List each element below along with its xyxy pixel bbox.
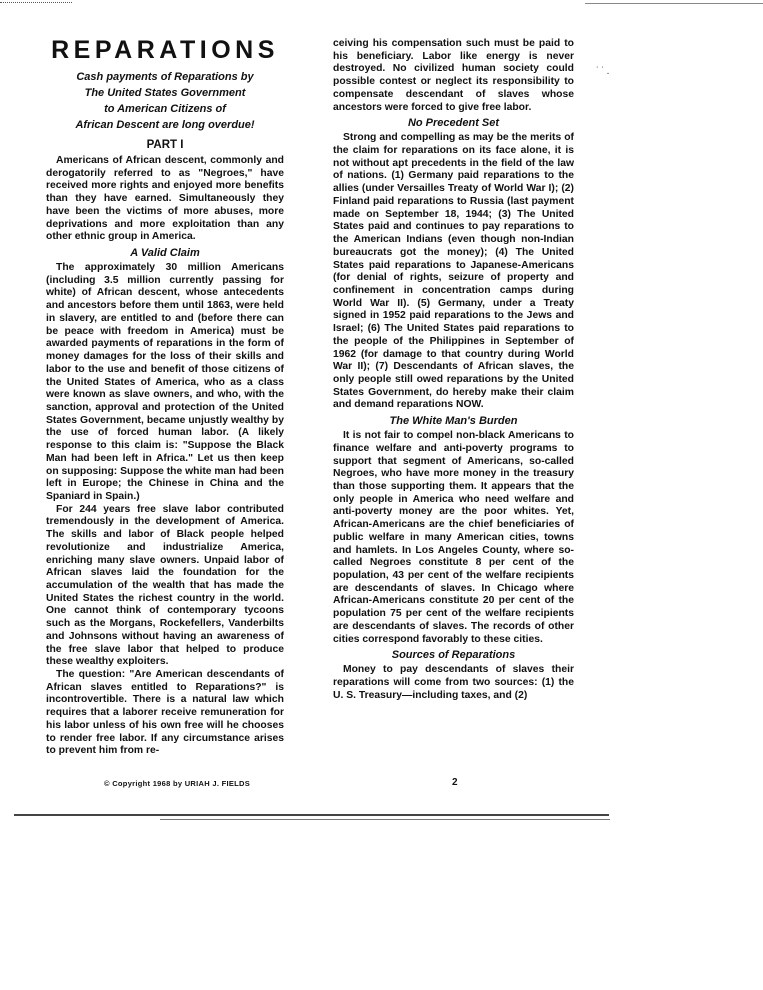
bottom-rule-secondary	[160, 819, 610, 820]
white-mans-burden-paragraph: It is not fair to compel non-black Americans to finance welfare and anti-poverty programs to support that segment of Americans, so-called Negroes, who have more money in the treasury than those supporting them. It appears that the only people in America who need welfare and anti-poverty money are the poor whites. Yet, African-Americans are the chief beneficiaries of public welfare in many American cities, towns and hamlets. In Los Angeles County, where so-called Negroes constitute 8 per cent of the population, 43 per cent of the welfare recipients are descendants of slaves. In Chicago where African-Americans constitute 20 per cent of the population 75 per cent of the welfare recipients are descendants of slaves. The records of other cities correspond favorably to these cities.	[333, 430, 574, 645]
copyright-notice: © Copyright 1968 by URIAH J. FIELDS	[104, 779, 251, 788]
subtitle-line-1: Cash payments of Reparations by	[76, 71, 254, 83]
part-heading: PART I	[146, 139, 184, 151]
margin-mark: ˙˙.	[596, 66, 612, 77]
top-left-rule	[0, 2, 72, 3]
sources-paragraph: Money to pay descendants of slaves their reparations will come from two sources: (1) the U. S. Treasury—including taxes, and (2)	[333, 664, 574, 701]
bottom-rule	[14, 814, 609, 816]
page-number: 2	[452, 777, 458, 788]
sources-heading: Sources of Reparations	[391, 649, 516, 662]
subtitle-line-2: The United States Government	[84, 87, 246, 99]
valid-claim-heading: A Valid Claim	[130, 247, 200, 260]
intro-paragraph: Americans of African descent, commonly and derogatorily referred to as "Negroes," have received more rights and enjoyed more benefits than they have earned. Simultaneously they have been the victims of more abuses, more deprivations and more exploitation than any other ethnic group in America.	[46, 155, 284, 243]
no-precedent-heading: No Precedent Set	[407, 117, 500, 130]
subtitle-line-4: African Descent are long overdue!	[75, 119, 255, 131]
no-precedent-paragraph: Strong and compelling as may be the merits of the claim for reparations on its face alone, it is not without apt precedents in the field of the law of nations. (1) Germany paid reparations to the allies (under Versailles Treaty of World War I); (2) Finland paid reparations to Russia (last payment made on September 18, 1944; (3) The United States paid and continues to pay reparations to the American Indians (even though non-Indian bureaucrats got the money); (4) The United States paid reparations to Japanese-Americans (for denial of rights, seizure of property and confinement in concentration camps during World War II). (5) Germany, under a Treaty signed in 1952 paid reparations to the Jews and Israel; (6) The United States paid reparations to the people of the Philippines in September of 1962 (for damage to that country during World War II); (7) Descendants of African slaves, the only people still owed reparations by the United States Government, do hereby make their claim and demand reparations NOW.	[333, 132, 574, 411]
valid-claim-paragraph-2: For 244 years free slave labor contributed tremendously in the development of America. The skills and labor of Black people helped revolutionize and industrialize America, enriching many slave owners. Unpaid labor of African slaves laid the foundation for the accumulation of the wealth that has made the United States the richest country in the world. One cannot think of contemporary tycoons such as the Morgans, Rockefellers, Vanderbilts and Johnsons without having an awareness of the free slave labor that helped to produce these wealthy exploiters.	[46, 503, 284, 668]
left-column	[46, 34, 284, 758]
document-title: REPARATIONS	[51, 36, 279, 64]
valid-claim-continuation: ceiving his compensation such must be paid to his beneficiary. Labor like energy is never destroyed. No civilized human society could possible contest or neglect its responsibility to compensate descendant of slaves whose ancestors were forced to give free labor.	[333, 38, 574, 113]
valid-claim-paragraph-1: The approximately 30 million Americans (including 3.5 million currently passing for white) of African descent, whose antecedents and ancestors before them until 1863, were held in slavery, are entitled to and (before there can be peace with freedom in America) must be awarded payments of reparations in the form of money damages for the loss of their skills and labor to the use and benefit of those citizens of the United States of America, who as a class were known as slave owners, and who, with the sanction, approval and protection of the United States Government, became unjustly wealthy by the use of forced human labor. (A likely response to this claim is: "Suppose the Black Man had been left in Africa." Let us then keep on supposing: Suppose the white man had been left in Europe; the Chinese in China and the Spaniard in Spain.)	[46, 262, 284, 502]
valid-claim-paragraph-3: The question: "Are American descendants of African slaves entitled to Reparations?" is incontrovertible. There is a natural law which requires that a laborer receive remuneration for his labor unless of his own free will he chooses to render free labor. If any circumstance arises to prevent him from re-	[46, 669, 284, 757]
subtitle-line-3: to American Citizens of	[104, 103, 226, 115]
top-right-rule	[585, 3, 763, 4]
right-column	[333, 38, 574, 703]
white-mans-burden-heading: The White Man's Burden	[389, 415, 518, 428]
